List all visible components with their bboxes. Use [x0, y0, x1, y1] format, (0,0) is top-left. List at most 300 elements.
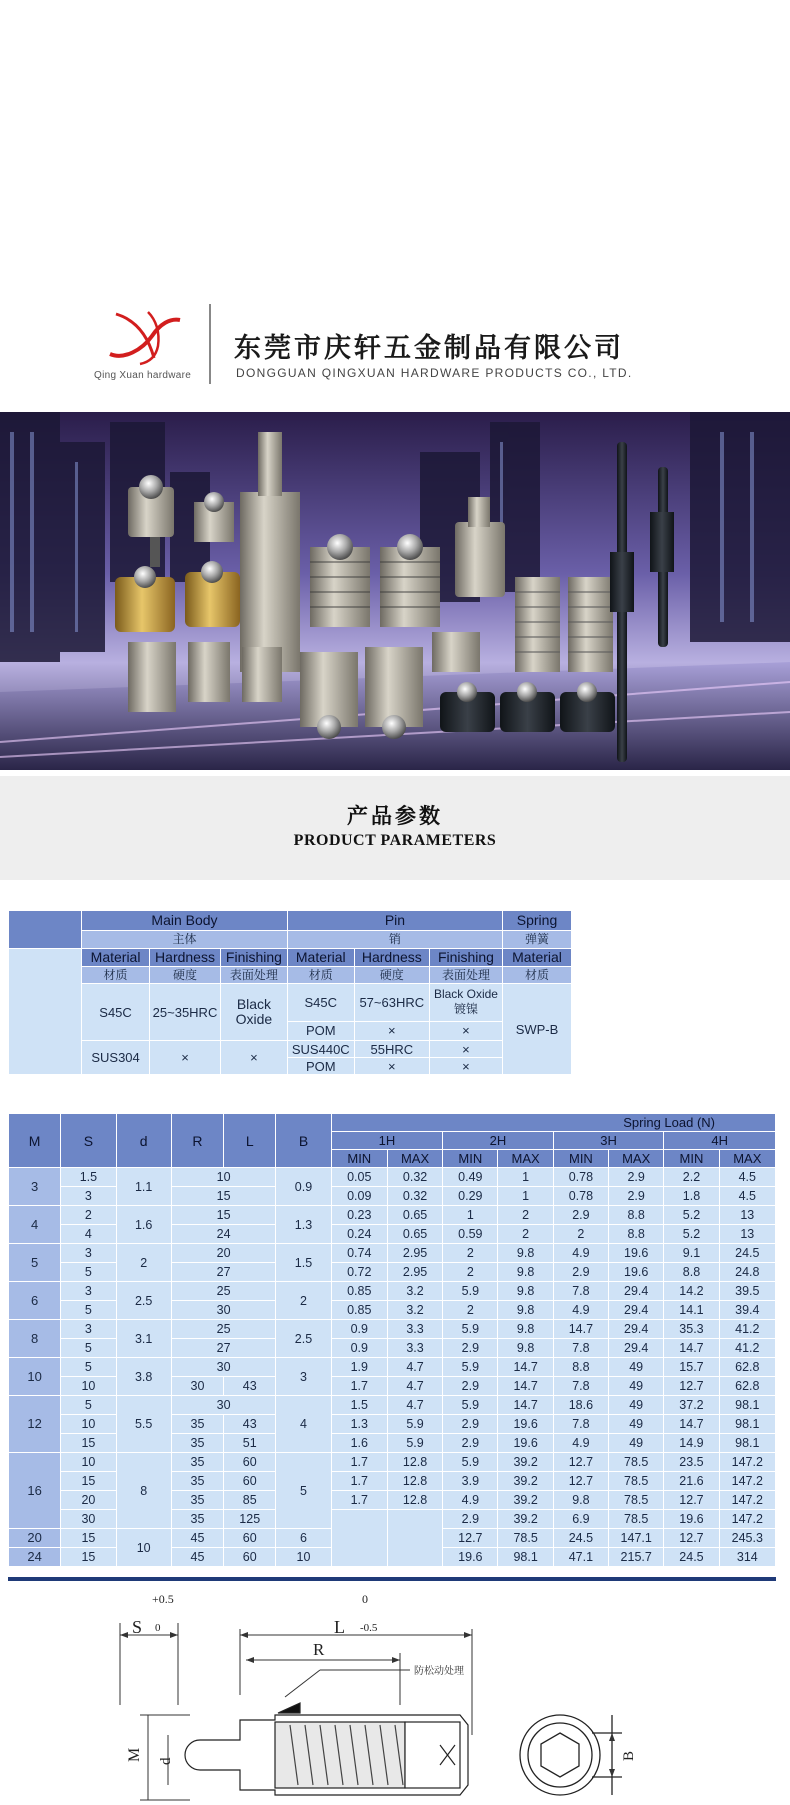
cell-load: 6.9 — [553, 1510, 608, 1529]
group-spring-cn: 弹簧 — [503, 931, 572, 949]
cell-load: 1.7 — [331, 1453, 387, 1472]
cell-load: 3.3 — [387, 1320, 442, 1339]
cell-r: 35 — [171, 1415, 223, 1434]
col-pin-material-cn: 材质 — [287, 967, 354, 984]
cell-load: 0.9 — [331, 1320, 387, 1339]
cell-load: 14.7 — [498, 1377, 553, 1396]
cell-load: 0.24 — [331, 1225, 387, 1244]
cell-m: 5 — [9, 1244, 61, 1282]
header-2h-max: MAX — [498, 1150, 553, 1168]
cell-m: 10 — [9, 1358, 61, 1396]
cell-l: 43 — [224, 1377, 276, 1396]
cell-load: 2.2 — [664, 1168, 719, 1187]
header-1h-max: MAX — [387, 1150, 442, 1168]
cell-load: 41.2 — [719, 1339, 775, 1358]
cell-load: 0.09 — [331, 1187, 387, 1206]
cell-load: 0.29 — [443, 1187, 498, 1206]
cell-load: 49 — [609, 1396, 664, 1415]
cell-load: 0.78 — [553, 1187, 608, 1206]
cell-load: 0.85 — [331, 1301, 387, 1320]
company-header — [0, 290, 790, 400]
tolerance-l-zero: 0 — [362, 1592, 368, 1606]
col-pin-material: Material — [287, 949, 354, 967]
cell-load: 2.9 — [443, 1339, 498, 1358]
cell-load: 19.6 — [609, 1244, 664, 1263]
cell-load: 3.9 — [443, 1472, 498, 1491]
col-spring-material-cn: 材质 — [503, 967, 572, 984]
header-3h-min: MIN — [553, 1150, 608, 1168]
cell-l: 85 — [224, 1491, 276, 1510]
cell-r: 30 — [171, 1396, 276, 1415]
cell-load: 98.1 — [719, 1434, 775, 1453]
cell-r: 25 — [171, 1320, 276, 1339]
cell-load: 23.5 — [664, 1453, 719, 1472]
cell-r: 20 — [171, 1244, 276, 1263]
header-3h-max: MAX — [609, 1150, 664, 1168]
cell-load: 78.5 — [609, 1472, 664, 1491]
cell-s: 4 — [61, 1225, 116, 1244]
header-divider — [209, 304, 211, 384]
col-body-hardness-cn: 硬度 — [150, 967, 221, 984]
cell-load: 8.8 — [664, 1263, 719, 1282]
cell-load: 2.95 — [387, 1263, 442, 1282]
group-main-body: Main Body — [82, 911, 288, 931]
tolerance-s-zero: 0 — [155, 1622, 161, 1634]
cell-load: 2 — [443, 1263, 498, 1282]
cell-load: 147.1 — [609, 1529, 664, 1548]
cell-s: 15 — [61, 1529, 116, 1548]
header-1h: 1H — [331, 1132, 443, 1150]
cell-m: 6 — [9, 1282, 61, 1320]
col-body-finishing-cn: 表面处理 — [221, 967, 288, 984]
cell-load: 19.6 — [664, 1510, 719, 1529]
col-spring-material: Material — [503, 949, 572, 967]
tolerance-l-minus: -0.5 — [360, 1622, 378, 1634]
cell-load: 0.72 — [331, 1263, 387, 1282]
cell-load: 1.5 — [331, 1396, 387, 1415]
material-corner-cell — [9, 911, 82, 949]
row1-pin-a-finishing: Black Oxide 镀镍 — [429, 984, 502, 1022]
cell-load: 4.9 — [553, 1244, 608, 1263]
table-row — [9, 1168, 776, 1187]
cell-load: 49 — [609, 1358, 664, 1377]
cell-r: 35 — [171, 1453, 223, 1472]
cell-load: 9.1 — [664, 1244, 719, 1263]
cell-load: 19.6 — [498, 1434, 553, 1453]
cell-s: 5 — [61, 1263, 116, 1282]
cell-load: 19.6 — [498, 1415, 553, 1434]
cell-load: 0.49 — [443, 1168, 498, 1187]
cell-s: 15 — [61, 1548, 116, 1567]
cell-s: 1.5 — [61, 1168, 116, 1187]
cell-s: 5 — [61, 1339, 116, 1358]
group-pin-cn: 销 — [287, 931, 502, 949]
cell-s: 30 — [61, 1510, 116, 1529]
group-spring: Spring — [503, 911, 572, 931]
header-s: S — [61, 1114, 116, 1168]
cell-r: 15 — [171, 1206, 276, 1225]
cell-load: 7.8 — [553, 1415, 608, 1434]
cell-load: 18.6 — [553, 1396, 608, 1415]
cell-load-empty — [387, 1510, 442, 1567]
cell-l: 43 — [224, 1415, 276, 1434]
row2-pin-a-hardness: 55HRC — [354, 1041, 429, 1058]
cell-load: 5.9 — [443, 1453, 498, 1472]
header-d: d — [116, 1114, 171, 1168]
cell-s: 10 — [61, 1453, 116, 1472]
dimension-label-s: S — [132, 1617, 143, 1637]
col-body-material-cn: 材质 — [82, 967, 150, 984]
cell-load: 1.7 — [331, 1377, 387, 1396]
cell-load: 0.85 — [331, 1282, 387, 1301]
cell-load: 41.2 — [719, 1320, 775, 1339]
cell-r: 10 — [171, 1168, 276, 1187]
cell-s: 5 — [61, 1358, 116, 1377]
group-main-body-cn: 主体 — [82, 931, 288, 949]
cell-load: 14.7 — [664, 1415, 719, 1434]
cell-load: 9.8 — [498, 1320, 553, 1339]
header-4h-max: MAX — [719, 1150, 775, 1168]
cell-s: 15 — [61, 1472, 116, 1491]
cell-load: 5.9 — [443, 1282, 498, 1301]
cell-load: 5.2 — [664, 1206, 719, 1225]
cell-load: 24.8 — [719, 1263, 775, 1282]
dimension-label-d: d — [158, 1757, 174, 1765]
cell-load: 3.3 — [387, 1339, 442, 1358]
cell-load: 29.4 — [609, 1282, 664, 1301]
cell-s: 3 — [61, 1244, 116, 1263]
cell-load: 245.3 — [719, 1529, 775, 1548]
cell-load: 0.32 — [387, 1187, 442, 1206]
cell-load: 1.7 — [331, 1491, 387, 1510]
cell-load: 14.7 — [553, 1320, 608, 1339]
cell-load: 2.9 — [443, 1434, 498, 1453]
cell-r: 30 — [171, 1358, 276, 1377]
cell-r: 35 — [171, 1510, 223, 1529]
tolerance-s-plus: +0.5 — [152, 1592, 174, 1606]
cell-load: 4.9 — [553, 1434, 608, 1453]
cell-load: 4.7 — [387, 1358, 442, 1377]
cell-load: 37.2 — [664, 1396, 719, 1415]
cell-load: 29.4 — [609, 1301, 664, 1320]
cell-d: 8 — [116, 1453, 171, 1529]
cell-load: 0.32 — [387, 1168, 442, 1187]
cell-l: 60 — [224, 1529, 276, 1548]
cell-l: 125 — [224, 1510, 276, 1529]
cell-load: 147.2 — [719, 1491, 775, 1510]
dimension-label-b: B — [621, 1750, 637, 1761]
cell-load: 0.23 — [331, 1206, 387, 1225]
cell-s: 15 — [61, 1434, 116, 1453]
cell-load: 2 — [443, 1301, 498, 1320]
cell-load: 5.9 — [387, 1415, 442, 1434]
dimension-label-l: L — [334, 1617, 345, 1637]
header-2h-min: MIN — [443, 1150, 498, 1168]
cell-r: 35 — [171, 1491, 223, 1510]
cell-load: 5.9 — [443, 1396, 498, 1415]
cell-load: 15.7 — [664, 1358, 719, 1377]
cell-load: 78.5 — [609, 1453, 664, 1472]
cell-l: 60 — [224, 1453, 276, 1472]
cell-load: 9.8 — [498, 1282, 553, 1301]
col-body-finishing: Finishing — [221, 949, 288, 967]
cell-s: 20 — [61, 1491, 116, 1510]
table-row — [9, 1282, 776, 1301]
cell-load: 314 — [719, 1548, 775, 1567]
cell-load: 147.2 — [719, 1510, 775, 1529]
header-b: B — [276, 1114, 331, 1168]
cell-load: 4.5 — [719, 1187, 775, 1206]
spring-material-value: SWP-B — [503, 984, 572, 1075]
cell-load: 7.8 — [553, 1282, 608, 1301]
cell-load: 98.1 — [719, 1396, 775, 1415]
spec-table — [8, 1113, 776, 1567]
cell-load: 12.7 — [664, 1529, 719, 1548]
cell-r: 24 — [171, 1225, 276, 1244]
cell-load: 14.7 — [498, 1396, 553, 1415]
cell-r: 30 — [171, 1301, 276, 1320]
cell-load: 2.9 — [609, 1187, 664, 1206]
cell-load: 14.7 — [498, 1358, 553, 1377]
cell-b: 2 — [276, 1282, 331, 1320]
cell-load: 39.2 — [498, 1453, 553, 1472]
cell-b: 5 — [276, 1453, 331, 1529]
cell-s: 5 — [61, 1396, 116, 1415]
cell-load: 2.95 — [387, 1244, 442, 1263]
table-row — [9, 1358, 776, 1377]
header-r: R — [171, 1114, 223, 1168]
section-title-cn: 产品参数 — [347, 804, 443, 828]
group-pin: Pin — [287, 911, 502, 931]
col-pin-finishing-cn: 表面处理 — [429, 967, 502, 984]
company-logo — [108, 306, 184, 366]
cell-l: 60 — [224, 1472, 276, 1491]
cell-load: 147.2 — [719, 1453, 775, 1472]
section-title-en: PRODUCT PARAMETERS — [293, 832, 497, 849]
cell-m: 16 — [9, 1453, 61, 1529]
cell-load: 39.5 — [719, 1282, 775, 1301]
cell-b: 1.3 — [276, 1206, 331, 1244]
row1-pin-a-material: S45C — [287, 984, 354, 1022]
cell-load: 5.9 — [443, 1320, 498, 1339]
cell-load: 2.9 — [443, 1510, 498, 1529]
cell-d: 10 — [116, 1529, 171, 1567]
row1-body-finishing: Black Oxide — [221, 984, 288, 1041]
cell-load: 4.9 — [443, 1491, 498, 1510]
cell-load: 13 — [719, 1206, 775, 1225]
cell-s: 3 — [61, 1320, 116, 1339]
cell-s: 2 — [61, 1206, 116, 1225]
technical-drawing — [0, 1585, 790, 1805]
table-row — [9, 1206, 776, 1225]
header-4h-min: MIN — [664, 1150, 719, 1168]
row2-pin-b-material: POM — [287, 1058, 354, 1075]
cell-load: 5.9 — [443, 1358, 498, 1377]
cell-load: 1.7 — [331, 1472, 387, 1491]
cell-load: 12.7 — [664, 1491, 719, 1510]
company-name-cn: 东莞市庆轩五金制品有限公司 — [234, 333, 624, 364]
section-title-band — [0, 776, 790, 880]
cell-load: 0.78 — [553, 1168, 608, 1187]
row1-body-hardness: 25~35HRC — [150, 984, 221, 1041]
cell-m: 4 — [9, 1206, 61, 1244]
cell-load: 9.8 — [498, 1263, 553, 1282]
cell-b: 2.5 — [276, 1320, 331, 1358]
cell-d: 1.1 — [116, 1168, 171, 1206]
cell-load: 49 — [609, 1377, 664, 1396]
header-l: L — [224, 1114, 276, 1168]
cell-d: 2 — [116, 1244, 171, 1282]
cell-load: 24.5 — [664, 1548, 719, 1567]
cell-load: 49 — [609, 1434, 664, 1453]
cell-load: 2.9 — [443, 1415, 498, 1434]
row1-pin-b-hardness: × — [354, 1021, 429, 1040]
cell-load: 5.2 — [664, 1225, 719, 1244]
cell-b: 0.9 — [276, 1168, 331, 1206]
product-banner-image — [0, 412, 790, 770]
cell-d: 3.1 — [116, 1320, 171, 1358]
cell-load: 14.1 — [664, 1301, 719, 1320]
cell-s: 3 — [61, 1282, 116, 1301]
cell-load: 14.7 — [664, 1339, 719, 1358]
table-row — [9, 1453, 776, 1472]
cell-load: 8.8 — [553, 1358, 608, 1377]
cell-load: 12.7 — [443, 1529, 498, 1548]
row1-pin-b-material: POM — [287, 1021, 354, 1040]
cell-s: 10 — [61, 1415, 116, 1434]
cell-load: 12.8 — [387, 1491, 442, 1510]
cell-load: 0.9 — [331, 1339, 387, 1358]
material-row-label-cell — [9, 949, 82, 1075]
dimension-label-m: M — [126, 1747, 143, 1762]
cell-load: 0.74 — [331, 1244, 387, 1263]
col-pin-finishing: Finishing — [429, 949, 502, 967]
cell-load: 3.2 — [387, 1282, 442, 1301]
table-row — [9, 1396, 776, 1415]
cell-m: 8 — [9, 1320, 61, 1358]
cell-load: 39.2 — [498, 1472, 553, 1491]
table-row — [9, 1244, 776, 1263]
cell-load: 2 — [498, 1225, 553, 1244]
cell-load: 62.8 — [719, 1358, 775, 1377]
cell-r: 45 — [171, 1529, 223, 1548]
cell-load: 78.5 — [498, 1529, 553, 1548]
cell-load: 9.8 — [498, 1301, 553, 1320]
cell-load: 1 — [498, 1168, 553, 1187]
cell-l: 60 — [224, 1548, 276, 1567]
cell-load: 12.7 — [553, 1472, 608, 1491]
header-3h: 3H — [553, 1132, 664, 1150]
cell-load: 62.8 — [719, 1377, 775, 1396]
cell-load: 0.59 — [443, 1225, 498, 1244]
table-row — [9, 1320, 776, 1339]
cell-load: 2 — [443, 1244, 498, 1263]
cell-load: 4.7 — [387, 1377, 442, 1396]
cell-load: 0.65 — [387, 1206, 442, 1225]
cell-load: 4.9 — [553, 1301, 608, 1320]
row2-body-finishing: × — [221, 1041, 288, 1075]
cell-r: 25 — [171, 1282, 276, 1301]
cell-load: 7.8 — [553, 1339, 608, 1358]
cell-d: 3.8 — [116, 1358, 171, 1396]
row1-pin-a-hardness: 57~63HRC — [354, 984, 429, 1022]
cell-r: 27 — [171, 1339, 276, 1358]
cell-load: 2 — [553, 1225, 608, 1244]
cell-load: 14.2 — [664, 1282, 719, 1301]
cell-load: 2 — [498, 1206, 553, 1225]
cell-load: 39.4 — [719, 1301, 775, 1320]
cell-b: 6 — [276, 1529, 331, 1548]
material-table — [8, 910, 572, 1075]
cell-load: 9.8 — [498, 1244, 553, 1263]
cell-load: 29.4 — [609, 1339, 664, 1358]
cell-m: 12 — [9, 1396, 61, 1453]
cell-load: 215.7 — [609, 1548, 664, 1567]
cell-b: 10 — [276, 1548, 331, 1567]
row2-pin-a-finishing: × — [429, 1041, 502, 1058]
cell-r: 27 — [171, 1263, 276, 1282]
cell-load: 29.4 — [609, 1320, 664, 1339]
cell-load: 2.9 — [443, 1377, 498, 1396]
row2-pin-a-material: SUS440C — [287, 1041, 354, 1058]
cell-load: 3.2 — [387, 1301, 442, 1320]
row2-body-material: SUS304 — [82, 1041, 150, 1075]
cell-load: 12.7 — [553, 1453, 608, 1472]
cell-r: 35 — [171, 1434, 223, 1453]
anti-loosening-note: 防松动处理 — [414, 1666, 464, 1677]
cell-load: 14.9 — [664, 1434, 719, 1453]
company-name-en: DONGGUAN QINGXUAN HARDWARE PRODUCTS CO., LTD. — [236, 366, 633, 380]
cell-s: 5 — [61, 1301, 116, 1320]
cell-load: 9.8 — [498, 1339, 553, 1358]
cell-load: 2.9 — [553, 1263, 608, 1282]
col-pin-hardness: Hardness — [354, 949, 429, 967]
cell-load: 78.5 — [609, 1491, 664, 1510]
cell-load: 0.65 — [387, 1225, 442, 1244]
cell-load: 39.2 — [498, 1510, 553, 1529]
dimension-label-r: R — [313, 1640, 325, 1659]
cell-load: 98.1 — [498, 1548, 553, 1567]
cell-d: 5.5 — [116, 1396, 171, 1453]
cell-load: 19.6 — [443, 1548, 498, 1567]
table-bottom-rule — [8, 1577, 776, 1581]
cell-load: 24.5 — [719, 1244, 775, 1263]
cell-load: 0.05 — [331, 1168, 387, 1187]
cell-r: 15 — [171, 1187, 276, 1206]
cell-load: 4.5 — [719, 1168, 775, 1187]
cell-m: 3 — [9, 1168, 61, 1206]
cell-load: 1.3 — [331, 1415, 387, 1434]
cell-load: 21.6 — [664, 1472, 719, 1491]
cell-s: 10 — [61, 1377, 116, 1396]
cell-load: 98.1 — [719, 1415, 775, 1434]
cell-load: 78.5 — [609, 1510, 664, 1529]
cell-load: 49 — [609, 1415, 664, 1434]
cell-load: 9.8 — [553, 1491, 608, 1510]
cell-b: 4 — [276, 1396, 331, 1453]
cell-load: 1 — [498, 1187, 553, 1206]
cell-load-empty — [331, 1510, 387, 1567]
cell-load: 2.9 — [609, 1168, 664, 1187]
cell-load: 19.6 — [609, 1263, 664, 1282]
cell-load: 35.3 — [664, 1320, 719, 1339]
col-body-hardness: Hardness — [150, 949, 221, 967]
cell-l: 51 — [224, 1434, 276, 1453]
header-4h: 4H — [664, 1132, 776, 1150]
cell-load: 1.8 — [664, 1187, 719, 1206]
cell-load: 4.7 — [387, 1396, 442, 1415]
cell-load: 1.6 — [331, 1434, 387, 1453]
